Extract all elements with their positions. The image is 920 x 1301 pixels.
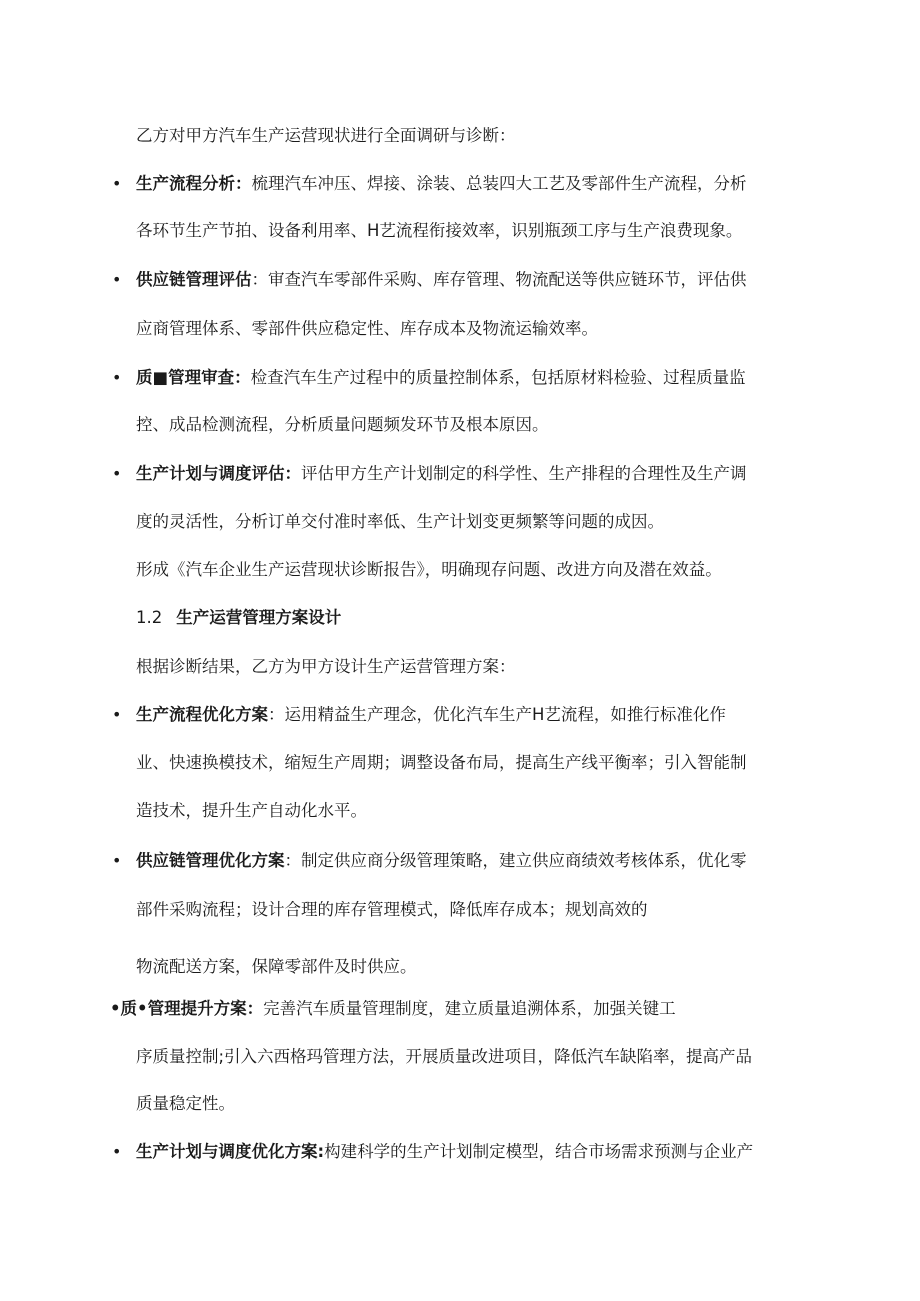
- list-item-text: 梳理汽车冲压、焊接、涂装、总装四大工艺及零部件生产流程，分析: [251, 174, 747, 193]
- list-item-text: 物流配送方案，保障零部件及时供应。: [136, 957, 417, 976]
- list-item-text: 控、成品检测流程，分析质量问题频发环节及根本原因。: [136, 415, 549, 434]
- list-item-quality-review: [136, 366, 746, 390]
- section-number: 1.2: [136, 608, 163, 627]
- bullet-marker: •: [112, 1142, 122, 1161]
- list-item-text: 业、快速换模技术，缩短生产周期；调整设备布局，提高生产线平衡率；引入智能制: [136, 753, 747, 772]
- list-item-text: 各环节生产节拍、设备利用率、H艺流程衔接效率，识别瓶颈工序与生产浪费现象。: [136, 221, 743, 240]
- intro-paragraph: 乙方对甲方汽车生产运营现状进行全面调研与诊断：: [136, 126, 516, 145]
- list-item-title: 供应链管理评估: [136, 270, 252, 289]
- list-item-title: 生产计划与调度评估：: [136, 464, 301, 483]
- list-item-text: 完善汽车质量管理制度，建立质量追溯体系，加强关键工: [263, 999, 676, 1018]
- list-item-production-analysis: [136, 172, 747, 196]
- list-item-text: 度的灵活性，分析订单交付准时率低、生产计划变更频繁等问题的成因。: [136, 512, 664, 531]
- section-title: 生产运营管理方案设计: [176, 608, 342, 627]
- list-item-supply-chain: [136, 268, 747, 292]
- list-item-process-optimization: [136, 703, 726, 727]
- section-intro-paragraph: 根据诊断结果，乙方为甲方设计生产运营管理方案：: [136, 657, 516, 676]
- list-item-planning-optimization: [136, 1140, 753, 1164]
- list-item-title: •质•管理提升方案：: [110, 999, 264, 1018]
- list-item-title: 生产流程优化方案: [136, 705, 268, 724]
- bullet-marker: •: [112, 174, 122, 193]
- list-item-text: ：审查汽车零部件采购、库存管理、物流配送等供应链环节，评估供: [251, 270, 747, 289]
- list-item-title: 供应链管理优化方案: [136, 851, 285, 870]
- list-item-title: 质■管理审查：: [136, 368, 251, 387]
- list-item-text: 质量稳定性。: [136, 1094, 235, 1113]
- bullet-marker: •: [112, 270, 122, 289]
- section-heading: [136, 606, 341, 630]
- list-item-text: ：制定供应商分级管理策略，建立供应商绩效考核体系，优化零: [284, 851, 747, 870]
- bullet-marker: •: [112, 851, 122, 870]
- list-item-quality-improvement: [110, 997, 676, 1021]
- list-item-text: 检查汽车生产过程中的质量控制体系，包括原材料检验、过程质量监: [250, 368, 746, 387]
- list-item-text: 造技术，提升生产自动化水平。: [136, 801, 367, 820]
- list-item-text: 应商管理体系、零部件供应稳定性、库存成本及物流运输效率。: [136, 319, 598, 338]
- list-item-supply-chain-optimization: [136, 849, 747, 873]
- bullet-marker: •: [112, 705, 122, 724]
- list-item-text: 序质量控制;引入六西格玛管理方法，开展质量改进项目，降低汽车缺陷率，提高产品: [136, 1047, 753, 1066]
- report-paragraph: 形成《汽车企业生产运营现状诊断报告》，明确现存问题、改进方向及潜在效益。: [136, 560, 722, 579]
- list-item-planning-evaluation: [136, 462, 747, 486]
- list-item-text: 部件采购流程；设计合理的库存管理模式，降低库存成本；规划高效的: [136, 900, 648, 919]
- list-item-title: 生产计划与调度优化方案:: [136, 1142, 325, 1161]
- bullet-marker: •: [112, 464, 122, 483]
- list-item-text: ：运用精益生产理念，优化汽车生产H艺流程，如推行标准化作: [268, 705, 726, 724]
- list-item-title: 生产流程分析：: [136, 174, 252, 193]
- bullet-marker: •: [112, 368, 122, 387]
- list-item-text: 构建科学的生产计划制定模型，结合市场需求预测与企业产: [324, 1142, 754, 1161]
- list-item-text: 评估甲方生产计划制定的科学性、生产排程的合理性及生产调: [301, 464, 747, 483]
